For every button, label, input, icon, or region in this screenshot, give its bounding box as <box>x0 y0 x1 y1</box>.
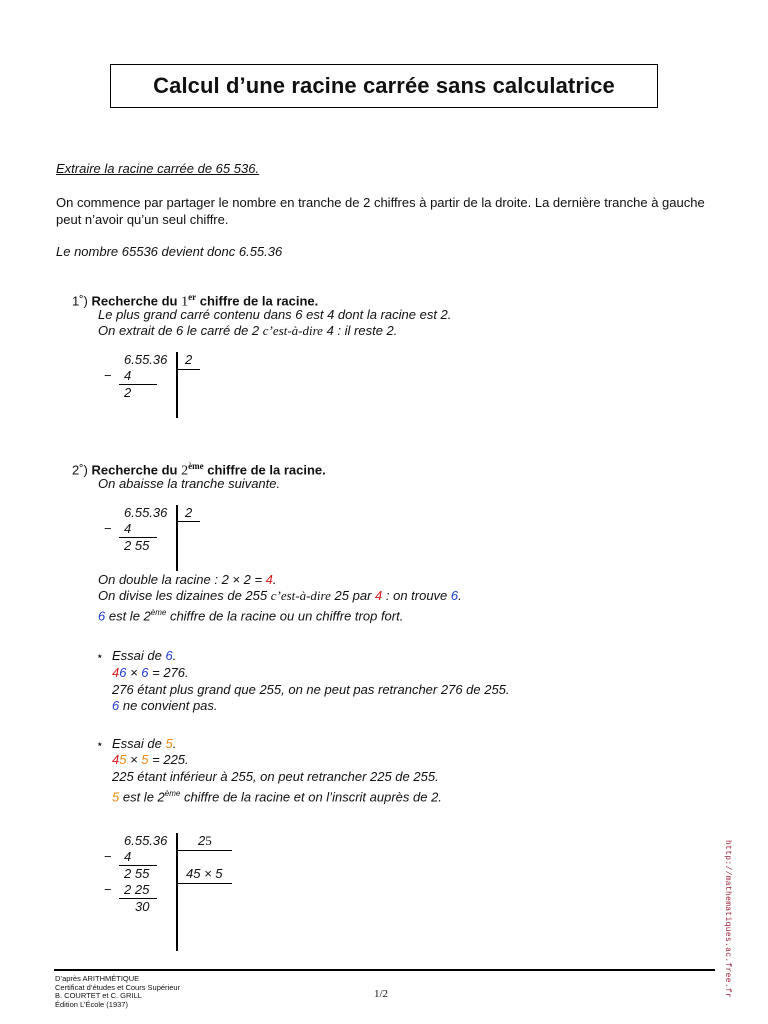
div3-sub-1: 4 <box>124 849 132 864</box>
intro-line-2: peut n’avoir qu’un seul chiffre. <box>56 212 229 227</box>
div1-dividend: 6.55.36 <box>124 352 168 367</box>
trial5-line-2: 225 étant inférieur à 255, on peut retrancher 225 de 255. <box>112 769 439 784</box>
trial5-line-3c: chiffre de la racine et on l’inscrit auprès de 2. <box>180 789 442 805</box>
step2-title-after: chiffre de la racine. <box>207 462 326 478</box>
step1-line-2c: 4 : il reste 2. <box>326 323 398 338</box>
transform-text: Le nombre 65536 devient donc 6.55.36 <box>56 244 283 259</box>
div3-root <box>198 833 212 849</box>
step1-title-sup: er <box>188 292 197 302</box>
trial5-label-c: . <box>172 736 177 751</box>
footer-divider <box>54 969 715 971</box>
div3-minus-2: − <box>104 882 112 897</box>
step2-double <box>98 571 277 588</box>
page-title: Calcul d’une racine carrée sans calculatrice <box>110 64 658 108</box>
div3-sub-2: 2 25 <box>124 882 150 897</box>
trial6-label-b: 6 <box>165 648 173 663</box>
step1-line-2a: On extrait de 6 le carré de 2 <box>98 323 260 338</box>
trial5-calc-b: 5 <box>119 752 127 767</box>
div3-rem-1: 2 55 <box>124 866 150 881</box>
step2-divide <box>98 587 462 604</box>
page-number: 1/2 <box>374 988 389 1000</box>
step1-line-2b: c’est-à-dire <box>262 323 323 338</box>
step2-divide-f: 6 <box>450 588 459 603</box>
footer-line-1: D’après ARITHMÉTIQUE <box>55 974 140 983</box>
trial5-label <box>112 735 176 752</box>
div3-rem-2: 30 <box>135 899 150 914</box>
step2-double-b: 4 <box>265 572 273 587</box>
trial6-label <box>112 647 176 664</box>
trial5-calc-a: 4 <box>112 752 120 767</box>
trial6-calc-a: 4 <box>112 665 120 680</box>
trial6-line-2: 276 étant plus grand que 255, on ne peut pas retrancher 276 de 255. <box>112 682 510 697</box>
div3-minus-1: − <box>104 849 112 864</box>
div1-vertical-rule <box>176 352 178 418</box>
step2-double-c: . <box>272 572 277 587</box>
trial5-label-b: 5 <box>165 736 173 751</box>
trial6-label-a: Essai de <box>112 648 166 663</box>
trial5-calc-e: = 225. <box>148 752 189 767</box>
div2-vertical-rule <box>176 505 178 571</box>
step2-conclude <box>98 604 403 624</box>
trial6-calc-d: 6 <box>141 665 149 680</box>
div1-root-rule <box>176 369 200 370</box>
div2-dividend: 6.55.36 <box>124 505 168 520</box>
step2-number: 2˚) <box>72 462 88 478</box>
step1-line-2 <box>98 322 397 339</box>
trial5-line-3b: est le 2 <box>119 789 165 805</box>
footer-line-3: B. COURTET et C. GRILL <box>55 991 142 1001</box>
div3-aux-rule <box>176 883 232 884</box>
step2-divide-a: On divise les dizaines de 255 <box>98 588 268 603</box>
div2-minus: − <box>104 521 112 536</box>
step2-line-1: On abaisse la tranche suivante. <box>98 476 281 491</box>
div2-root: 2 <box>185 505 193 520</box>
step2-conclude-a: 6 <box>98 608 106 624</box>
div2-sub: 4 <box>124 521 132 536</box>
step1-line-1: Le plus grand carré contenu dans 6 est 4 dont la racine est 2. <box>98 307 452 322</box>
trial5-calc <box>112 751 189 768</box>
div1-rem: 2 <box>124 385 132 400</box>
step1-title-ord: 1 <box>181 294 189 310</box>
step1-number: 1˚) <box>72 293 88 309</box>
trial5-star-icon: ⋆ <box>96 737 104 751</box>
step2-divide-e: : on trouve <box>382 588 451 603</box>
step2-divide-d: 4 <box>375 588 383 603</box>
step2-conclude-sup: ème <box>150 608 167 617</box>
step2-title-before: Recherche du <box>91 462 178 478</box>
step2-double-a: On double la racine : 2 × 2 = <box>98 572 266 587</box>
section-heading: Extraire la racine carrée de 65 536. <box>56 161 260 176</box>
div1-root: 2 <box>185 352 193 367</box>
trial6-line-3 <box>112 697 218 714</box>
trial6-calc-b: 6 <box>119 665 127 680</box>
step1-title-before: Recherche du <box>91 293 178 309</box>
trial5-calc-d: 5 <box>141 752 149 767</box>
trial5-line-3 <box>112 785 442 805</box>
trial6-line-3b: ne convient pas. <box>119 698 218 713</box>
div3-aux: 45 × 5 <box>186 866 223 881</box>
step2-conclude-c: chiffre de la racine ou un chiffre trop fort. <box>166 608 404 624</box>
step2-divide-c: 25 par <box>334 588 376 603</box>
div1-sub: 4 <box>124 368 132 383</box>
div3-dividend: 6.55.36 <box>124 833 168 848</box>
div2-rem: 2 55 <box>124 538 150 553</box>
div3-root-a: 2 <box>198 833 206 848</box>
side-url-link[interactable]: http://mathematiques.ac.free.fr <box>723 840 732 999</box>
trial6-calc <box>112 664 189 681</box>
step2-divide-b: c’est-à-dire <box>270 588 331 603</box>
trial5-calc-c: × <box>126 752 142 767</box>
trial6-star-icon: ⋆ <box>96 649 104 663</box>
step2-title-ord: 2 <box>181 463 189 479</box>
trial6-calc-c: × <box>126 665 142 680</box>
trial5-line-3a: 5 <box>112 789 120 805</box>
step2-conclude-b: est le 2 <box>105 608 151 624</box>
intro-line-1: On commence par partager le nombre en tranche de 2 chiffres à partir de la droite. La dernière tranche à gauche <box>56 195 705 210</box>
div1-minus: − <box>104 368 112 383</box>
div3-root-b: 5 <box>205 833 212 848</box>
step2-title-sup: ème <box>188 461 204 471</box>
div2-root-rule <box>176 521 200 522</box>
step1-title-after: chiffre de la racine. <box>199 293 319 309</box>
footer-line-4: Édition L’École (1937) <box>55 999 128 1009</box>
trial6-line-3a: 6 <box>112 698 120 713</box>
trial6-label-c: . <box>172 648 177 663</box>
trial6-calc-e: = 276. <box>148 665 189 680</box>
step2-divide-g: . <box>458 588 462 603</box>
div3-root-rule <box>176 850 232 851</box>
trial5-label-a: Essai de <box>112 736 166 751</box>
footer-credits <box>55 975 180 1009</box>
footer-line-2: Certificat d’études et Cours Supérieur <box>55 982 181 992</box>
trial5-line-3-sup: ème <box>164 789 181 798</box>
